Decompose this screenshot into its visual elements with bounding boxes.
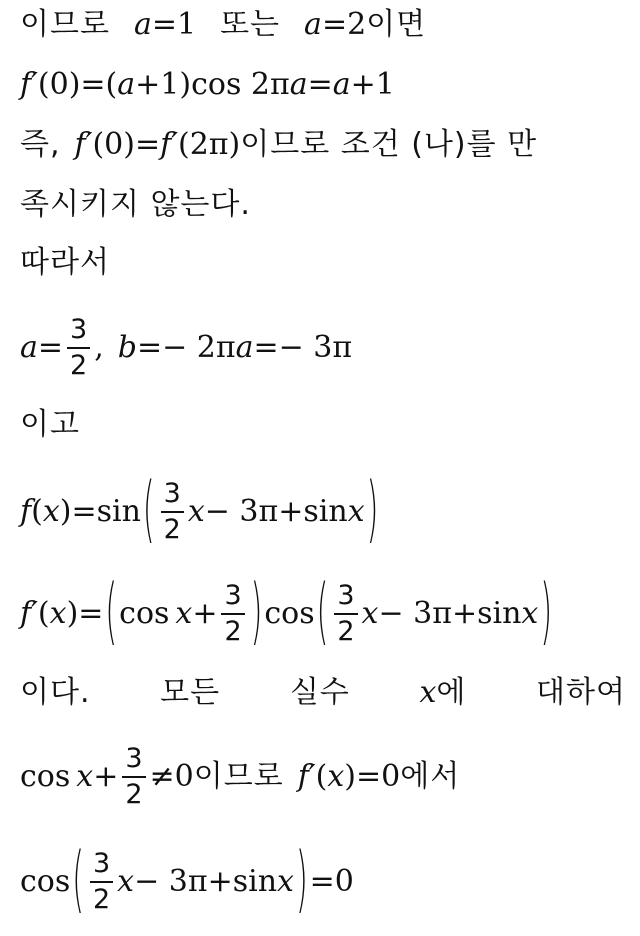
big-paren-close: )	[540, 570, 553, 655]
fraction-bar	[90, 881, 113, 883]
eq-one: =1	[151, 7, 197, 42]
paren-close: )	[66, 596, 79, 631]
var-x: x	[117, 864, 135, 899]
plus-cos: +1)cos 2π	[135, 67, 290, 102]
f-prime: f′	[20, 67, 38, 102]
minus-three-pi-sin: − 3π+sin	[204, 494, 348, 529]
line-12	[20, 838, 626, 923]
not-equal-zero: ≠0	[149, 759, 194, 794]
fraction-numerator: 3	[125, 743, 143, 775]
plus: +	[192, 596, 218, 631]
fraction-numerator: 3	[224, 580, 242, 612]
fraction-denominator: 2	[224, 615, 242, 647]
text-imyeon: 이면	[366, 7, 427, 42]
equals: =	[307, 67, 333, 102]
b-value: =− 3π	[253, 330, 353, 365]
text-condition: 이므로 조건 (나)를 만	[240, 127, 538, 162]
comma: ,	[94, 330, 104, 365]
big-paren-close: )	[250, 570, 263, 655]
eq-zero: =0	[309, 864, 354, 899]
paren-open: (	[31, 494, 43, 529]
line-5	[20, 245, 626, 280]
fraction-numerator: 3	[92, 848, 111, 880]
var-a: a	[304, 7, 322, 42]
cos: cos	[119, 596, 170, 631]
plus-one: +1	[350, 67, 395, 102]
minus-three-pi-sin: − 3π+sin	[134, 864, 278, 899]
paren-close: )	[59, 494, 72, 529]
x-e-group	[419, 675, 467, 710]
fraction-bar	[67, 347, 90, 349]
text-jeuk: 즉,	[20, 127, 61, 162]
cos: cos	[20, 759, 71, 794]
line-10	[20, 675, 626, 710]
eq-open: =(	[80, 67, 118, 102]
f-prime: f′	[297, 759, 316, 794]
line-4	[20, 187, 626, 222]
arg-two-pi: (2π)	[178, 127, 241, 162]
arg-zero: (0)	[37, 67, 81, 102]
eq-sin: =sin	[71, 494, 141, 529]
fraction-three-halves	[221, 582, 244, 646]
fraction-denominator: 2	[337, 615, 355, 647]
eq-two: =2	[321, 7, 367, 42]
big-paren-open: (	[105, 570, 118, 655]
line-11	[20, 742, 626, 812]
var-x: x	[347, 494, 365, 529]
text-ttoneun: 또는	[220, 7, 281, 42]
text-daehayeo: 대하여	[536, 675, 626, 710]
var-x: x	[42, 494, 60, 529]
line-9	[20, 570, 626, 655]
var-a: a	[332, 67, 351, 102]
var-x: x	[327, 759, 345, 794]
big-paren-open: (	[142, 468, 155, 553]
text-imeuro: 이므로	[193, 759, 284, 794]
f-prime: f′	[74, 127, 93, 162]
text-ida: 이다.	[20, 675, 91, 710]
f-prime: f′	[20, 596, 38, 631]
line-6	[20, 313, 626, 383]
paren-close: )	[344, 759, 356, 794]
var-x: x	[521, 596, 539, 631]
text-imeuro: 이므로	[20, 7, 110, 42]
var-a: a	[20, 330, 38, 365]
plus: +	[93, 759, 119, 794]
cos: cos	[264, 596, 315, 631]
text-eseo: 에서	[400, 759, 461, 794]
equals: =	[37, 330, 64, 365]
fraction-denominator: 2	[125, 778, 143, 810]
text-silsu: 실수	[289, 675, 350, 710]
fraction-bar	[161, 511, 184, 513]
fraction-denominator: 2	[92, 883, 111, 915]
var-x: x	[175, 596, 193, 631]
big-paren-open: (	[72, 838, 84, 923]
text-e: 에	[436, 675, 467, 710]
paren-open: (	[37, 596, 50, 631]
arg-zero-eq: (0)=	[92, 127, 161, 162]
var-x: x	[419, 675, 437, 710]
text-therefore: 따라서	[20, 245, 110, 280]
fraction-three-halves	[122, 745, 145, 809]
minus-three-pi-sin: − 3π+sin	[378, 596, 522, 631]
var-x: x	[361, 596, 379, 631]
big-paren-close: )	[366, 468, 379, 553]
var-a: a	[133, 7, 152, 42]
b-expression: =− 2π	[136, 330, 236, 365]
fraction-bar	[221, 613, 244, 615]
line-3	[20, 127, 626, 162]
fraction-numerator: 3	[163, 478, 181, 510]
equals: =	[78, 596, 104, 631]
cos: cos	[20, 864, 71, 899]
var-b: b	[117, 330, 137, 365]
var-a: a	[289, 67, 308, 102]
fraction-three-halves	[161, 480, 184, 544]
fraction-numerator: 3	[337, 580, 355, 612]
fraction-denominator: 2	[163, 513, 181, 545]
line-2	[20, 67, 626, 102]
eq-zero: =0	[355, 759, 401, 794]
fraction-three-halves	[334, 582, 357, 646]
text-igo: 이고	[20, 407, 80, 442]
fraction-three-halves	[67, 316, 90, 380]
fraction-numerator: 3	[70, 314, 88, 346]
var-x: x	[187, 494, 205, 529]
f-prime: f′	[160, 127, 179, 162]
var-a: a	[117, 67, 136, 102]
paren-open: (	[315, 759, 328, 794]
big-paren-open: (	[316, 570, 329, 655]
var-x: x	[49, 596, 67, 631]
line-7	[20, 407, 626, 442]
fraction-bar	[122, 776, 145, 778]
var-x: x	[76, 759, 94, 794]
text-not-satisfied: 족시키지 않는다.	[20, 187, 251, 222]
line-1	[20, 7, 626, 42]
func-f: f	[20, 494, 32, 529]
big-paren-close: )	[295, 838, 308, 923]
var-a: a	[235, 330, 254, 365]
line-8	[20, 468, 626, 553]
fraction-three-halves	[90, 850, 113, 914]
text-modeun: 모든	[160, 675, 221, 710]
fraction-bar	[334, 613, 357, 615]
var-x: x	[277, 864, 294, 899]
fraction-denominator: 2	[70, 349, 88, 381]
